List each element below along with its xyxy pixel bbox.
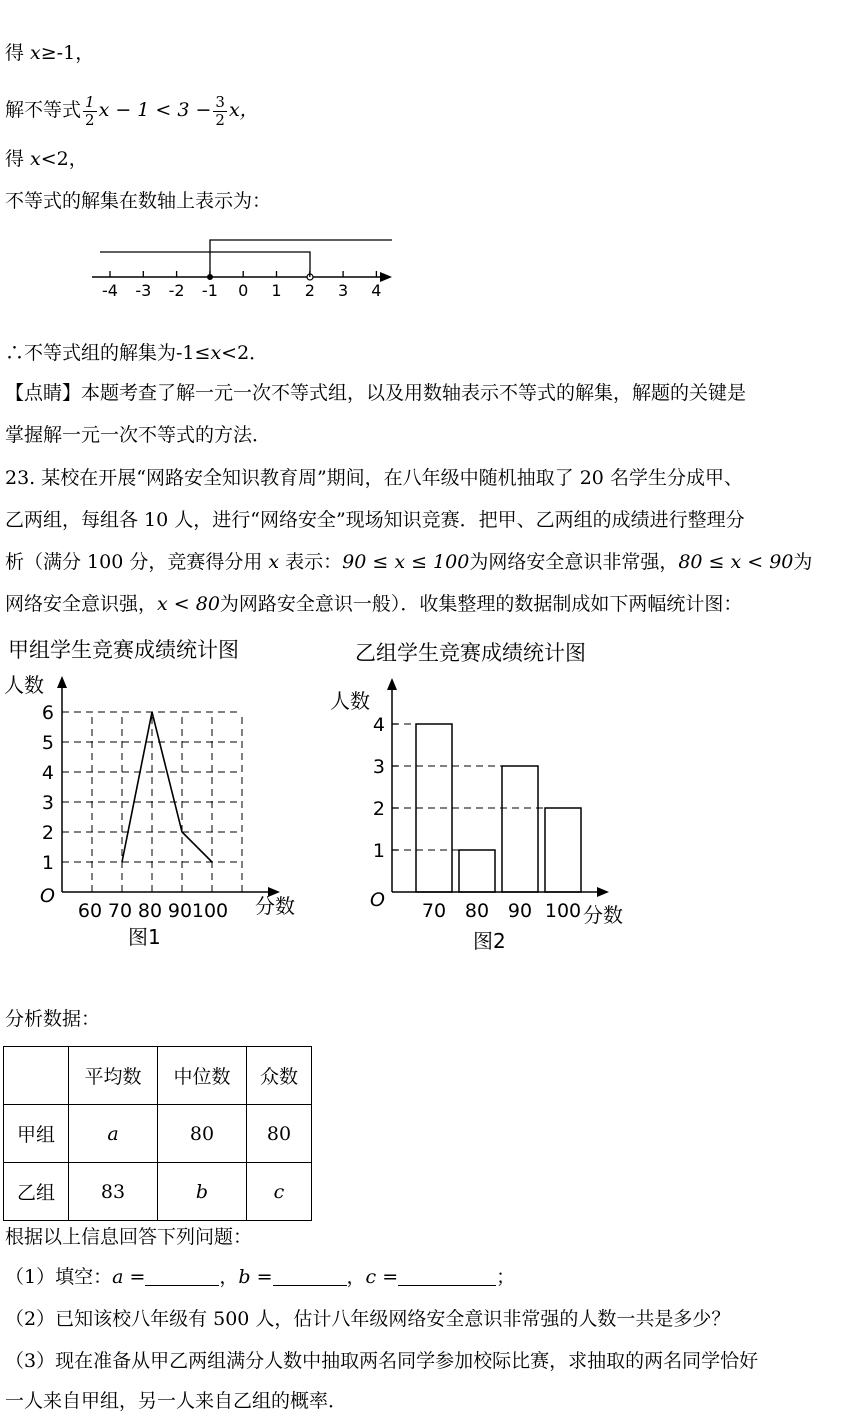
chart1-x-tick-label: 90 xyxy=(167,900,193,922)
table-header-cell: 众数 xyxy=(247,1047,312,1105)
chart-group-jia xyxy=(0,630,310,960)
blank-c xyxy=(398,1265,496,1286)
table-row xyxy=(4,1105,312,1163)
table-cell: 83 xyxy=(69,1163,158,1221)
table-cell: a xyxy=(69,1105,158,1163)
chart2-x-tick-label: 80 xyxy=(464,900,490,922)
number-line-tick-label: 4 xyxy=(371,281,382,300)
chart1-y-tick-label: 4 xyxy=(41,762,54,784)
number-line-tick-label: 1 xyxy=(271,281,282,300)
chart1-x-tick-label: 70 xyxy=(107,900,133,922)
chart1-xlabel: 分数 xyxy=(255,894,295,918)
number-line-tick-label: -2 xyxy=(168,281,185,300)
table-cell: 乙组 xyxy=(4,1163,69,1221)
chart2-title: 乙组学生竞赛成绩统计图 xyxy=(355,641,586,665)
chart2-bar xyxy=(459,850,495,892)
table-cell: 80 xyxy=(247,1105,312,1163)
chart1-origin: O xyxy=(40,885,55,907)
fraction-one-half: $\frac{1}{2}$ xyxy=(85,92,95,129)
part-3-line-2: 一人来自甲组，另一人来自乙组的概率． xyxy=(5,1390,348,1412)
chart2-caption: 图2 xyxy=(473,929,506,953)
chart2-y-tick-label: 3 xyxy=(372,756,385,778)
question-23-line-2: 乙两组，每组各 10 人，进行“网络安全”现场知识竞赛．把甲、乙两组的成绩进行整理分 xyxy=(5,509,745,531)
table-cell: b xyxy=(158,1163,247,1221)
chart2-x-tick-label: 90 xyxy=(507,900,533,922)
chart1-x-tick-label: 100 xyxy=(191,900,229,922)
table-header-cell: 中位数 xyxy=(158,1047,247,1105)
part-1: （1）填空：a = ，b = ，c = ； xyxy=(5,1266,516,1288)
text-line-3: 得 x<2， xyxy=(5,148,88,170)
answer-intro: 根据以上信息回答下列问题： xyxy=(5,1226,253,1248)
chart2-y-tick-label: 4 xyxy=(372,714,385,736)
chart2-ylabel: 人数 xyxy=(330,689,370,713)
blank-a xyxy=(145,1265,219,1286)
chart-group-yi xyxy=(325,630,645,960)
chart1-y-tick-label: 6 xyxy=(41,702,54,724)
chart1-caption: 图1 xyxy=(128,925,161,949)
analysis-label: 分析数据： xyxy=(5,1008,101,1030)
note-line-1: 【点睛】本题考查了解一元一次不等式组，以及用数轴表示不等式的解集，解题的关键是 xyxy=(5,382,747,404)
chart1-y-tick-label: 5 xyxy=(41,732,54,754)
chart1-title: 甲组学生竞赛成绩统计图 xyxy=(8,638,239,662)
question-23-line-3: 析（满分 100 分，竞赛得分用 x 表示：90 ≤ x ≤ 100为网络安全意识非常强，80 ≤ x < 90为 xyxy=(5,551,813,573)
blank-b xyxy=(273,1265,347,1286)
chart1-ylabel: 人数 xyxy=(4,673,44,697)
part-2: （2）已知该校八年级有 500 人，估计八年级网络安全意识非常强的人数一共是多少？ xyxy=(5,1308,731,1330)
chart1-x-tick-label: 80 xyxy=(137,900,163,922)
chart1-y-tick-label: 2 xyxy=(41,822,54,844)
chart2-x-tick-label: 70 xyxy=(421,900,447,922)
part-3-line-1: （3）现在准备从甲乙两组满分人数中抽取两名同学参加校际比赛，求抽取的两名同学恰好 xyxy=(5,1350,759,1372)
text-line-1: 得 x≥-1， xyxy=(5,42,95,64)
chart2-x-tick-label: 100 xyxy=(544,900,582,922)
number-line-tick-label: -3 xyxy=(135,281,152,300)
chart2-xlabel: 分数 xyxy=(583,903,623,927)
text-line-2: 解不等式 $\frac{1}{2}$ x − 1 < 3 − $\frac{3}{2}$ x， xyxy=(5,92,259,129)
fraction-three-halves: $\frac{3}{2}$ xyxy=(215,92,225,129)
number-line-tick-label: 2 xyxy=(304,281,315,300)
number-line-tick-label: -4 xyxy=(102,281,118,300)
chart2-bar xyxy=(545,808,581,892)
number-line-figure xyxy=(90,232,400,302)
table-cell: 80 xyxy=(158,1105,247,1163)
number-line-tick-label: -1 xyxy=(201,281,218,300)
chart2-y-tick-label: 1 xyxy=(372,840,385,862)
chart1-x-tick-label: 60 xyxy=(77,900,103,922)
chart1-series-line xyxy=(122,712,212,862)
stats-table xyxy=(3,1046,312,1221)
chart1-y-tick-label: 3 xyxy=(41,792,54,814)
question-23-line-4: 网络安全意识强，x < 80为网路安全意识一般）．收集整理的数据制成如下两幅统计图： xyxy=(5,593,743,615)
table-row xyxy=(4,1163,312,1221)
chart1-y-tick-label: 1 xyxy=(41,852,54,874)
chart2-origin: O xyxy=(370,889,385,911)
table-header-row xyxy=(4,1047,312,1105)
text-line-4: 不等式的解集在数轴上表示为： xyxy=(5,190,272,212)
chart2-bar xyxy=(502,766,538,892)
chart2-y-tick-label: 2 xyxy=(372,798,385,820)
number-line-tick-label: 3 xyxy=(338,281,349,300)
number-line-tick-label: 0 xyxy=(238,281,249,300)
table-header-cell xyxy=(4,1047,69,1105)
table-cell: c xyxy=(247,1163,312,1221)
question-23-line-1: 23. 某校在开展“网路安全知识教育周”期间，在八年级中随机抽取了 20 名学生分成甲、 xyxy=(5,467,743,489)
text-line-5: ∴不等式组的解集为-1≤x<2． xyxy=(5,342,269,364)
note-line-2: 掌握解一元一次不等式的方法． xyxy=(5,424,272,446)
table-cell: 甲组 xyxy=(4,1105,69,1163)
table-header-cell: 平均数 xyxy=(69,1047,158,1105)
